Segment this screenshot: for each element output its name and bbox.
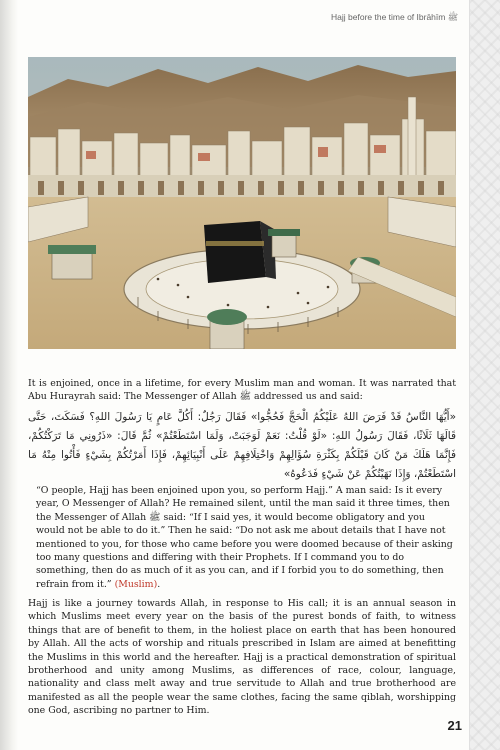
hadith-source-citation: (Muslim) — [114, 578, 158, 590]
intro-paragraph: It is enjoined, once in a lifetime, for every Muslim man and woman. It was narrated that Abu Hurayrah said: The Messenger of Allah ﷺ addressed us and said: — [28, 378, 456, 403]
running-head: Hajj before the time of Ibrāhīm ﷺ — [331, 12, 458, 22]
kaaba-photo-illustration — [28, 57, 456, 349]
hajj-journey-paragraph: Hajj is like a journey towards Allah, in response to His call; it is an annual season in which Muslims meet every year on the basis of the purest bonds of faith, to witness things that are of benefit to them, in the holiest place on earth that has been honoured by Allah. All the acts of worship and rituals prescribed in Islam are aimed at benefitting the Muslims in this world and the hereafter. Hajj is a practical demonstration of spiritual brotherhood and unity among Muslims, as differences of race, colour, language, nationality and class melt away and true servitude to Allah and true brotherhood are manifested as all the people wear the same clothes, facing the same qiblah, worshipping one God, ascribing no partner to Him. — [28, 598, 456, 717]
hadith-translation — [36, 484, 454, 591]
arabic-hadith-text: «أَيُّهَا النَّاسُ قَدْ فَرَضَ اللهُ عَلَيْكُمُ الْحَجَّ فَحُجُّوا» فَقَالَ رَجُلٌ: أَكُلَّ عَامٍ يَا رَسُولَ اللهِ؟ فَسَكَتَ، حَتَّى قَالَهَا ثَلَاثًا، فَقَالَ رَسُولُ اللهِ: «لَوْ قُلْتُ: نَعَمْ لَوَجَبَتْ، وَلَمَا اسْتَطَعْتُمْ» ثُمَّ قَالَ: «ذَرُونِي مَا تَرَكْتُكُمْ، فَإِنَّمَا هَلَكَ مَنْ كَانَ قَبْلَكُمْ بِكَثْرَةِ سُؤَالِهِمْ وَاخْتِلَافِهِمْ عَلَى أَنْبِيَائِهِمْ، فَإِذَا أَمَرْتُكُمْ بِشَيْءٍ فَأْتُوا مِنْهُ مَا اسْتَطَعْتُمْ، وَإِذَا نَهَيْتُكُمْ عَنْ شَيْءٍ فَدَعُوهُ» — [28, 411, 456, 480]
kaaba-photograph — [28, 57, 456, 349]
page-number: 21 — [447, 718, 462, 733]
decorative-border — [469, 0, 500, 750]
page-spine-shadow — [0, 0, 18, 750]
hadith-translation-text: “O people, Hajj has been enjoined upon you, so perform Hajj.” A man said: Is it every year, O Messenger of Allah? He remained silent, until the man said it three times, then the Messenger of Allah ﷺ said: “If I said yes, it would become obligatory and you would not be able to do it.” Then he said: “Do not ask me about details that I have not mentioned to you, for those who came before you were doomed because of their asking too many questions and differing with their Prophets. If I command you to do something, then do as much of it as you can, and if I forbid you to do something, then refrain from it.” — [36, 485, 453, 590]
hadith-translation-end: . — [157, 578, 161, 590]
